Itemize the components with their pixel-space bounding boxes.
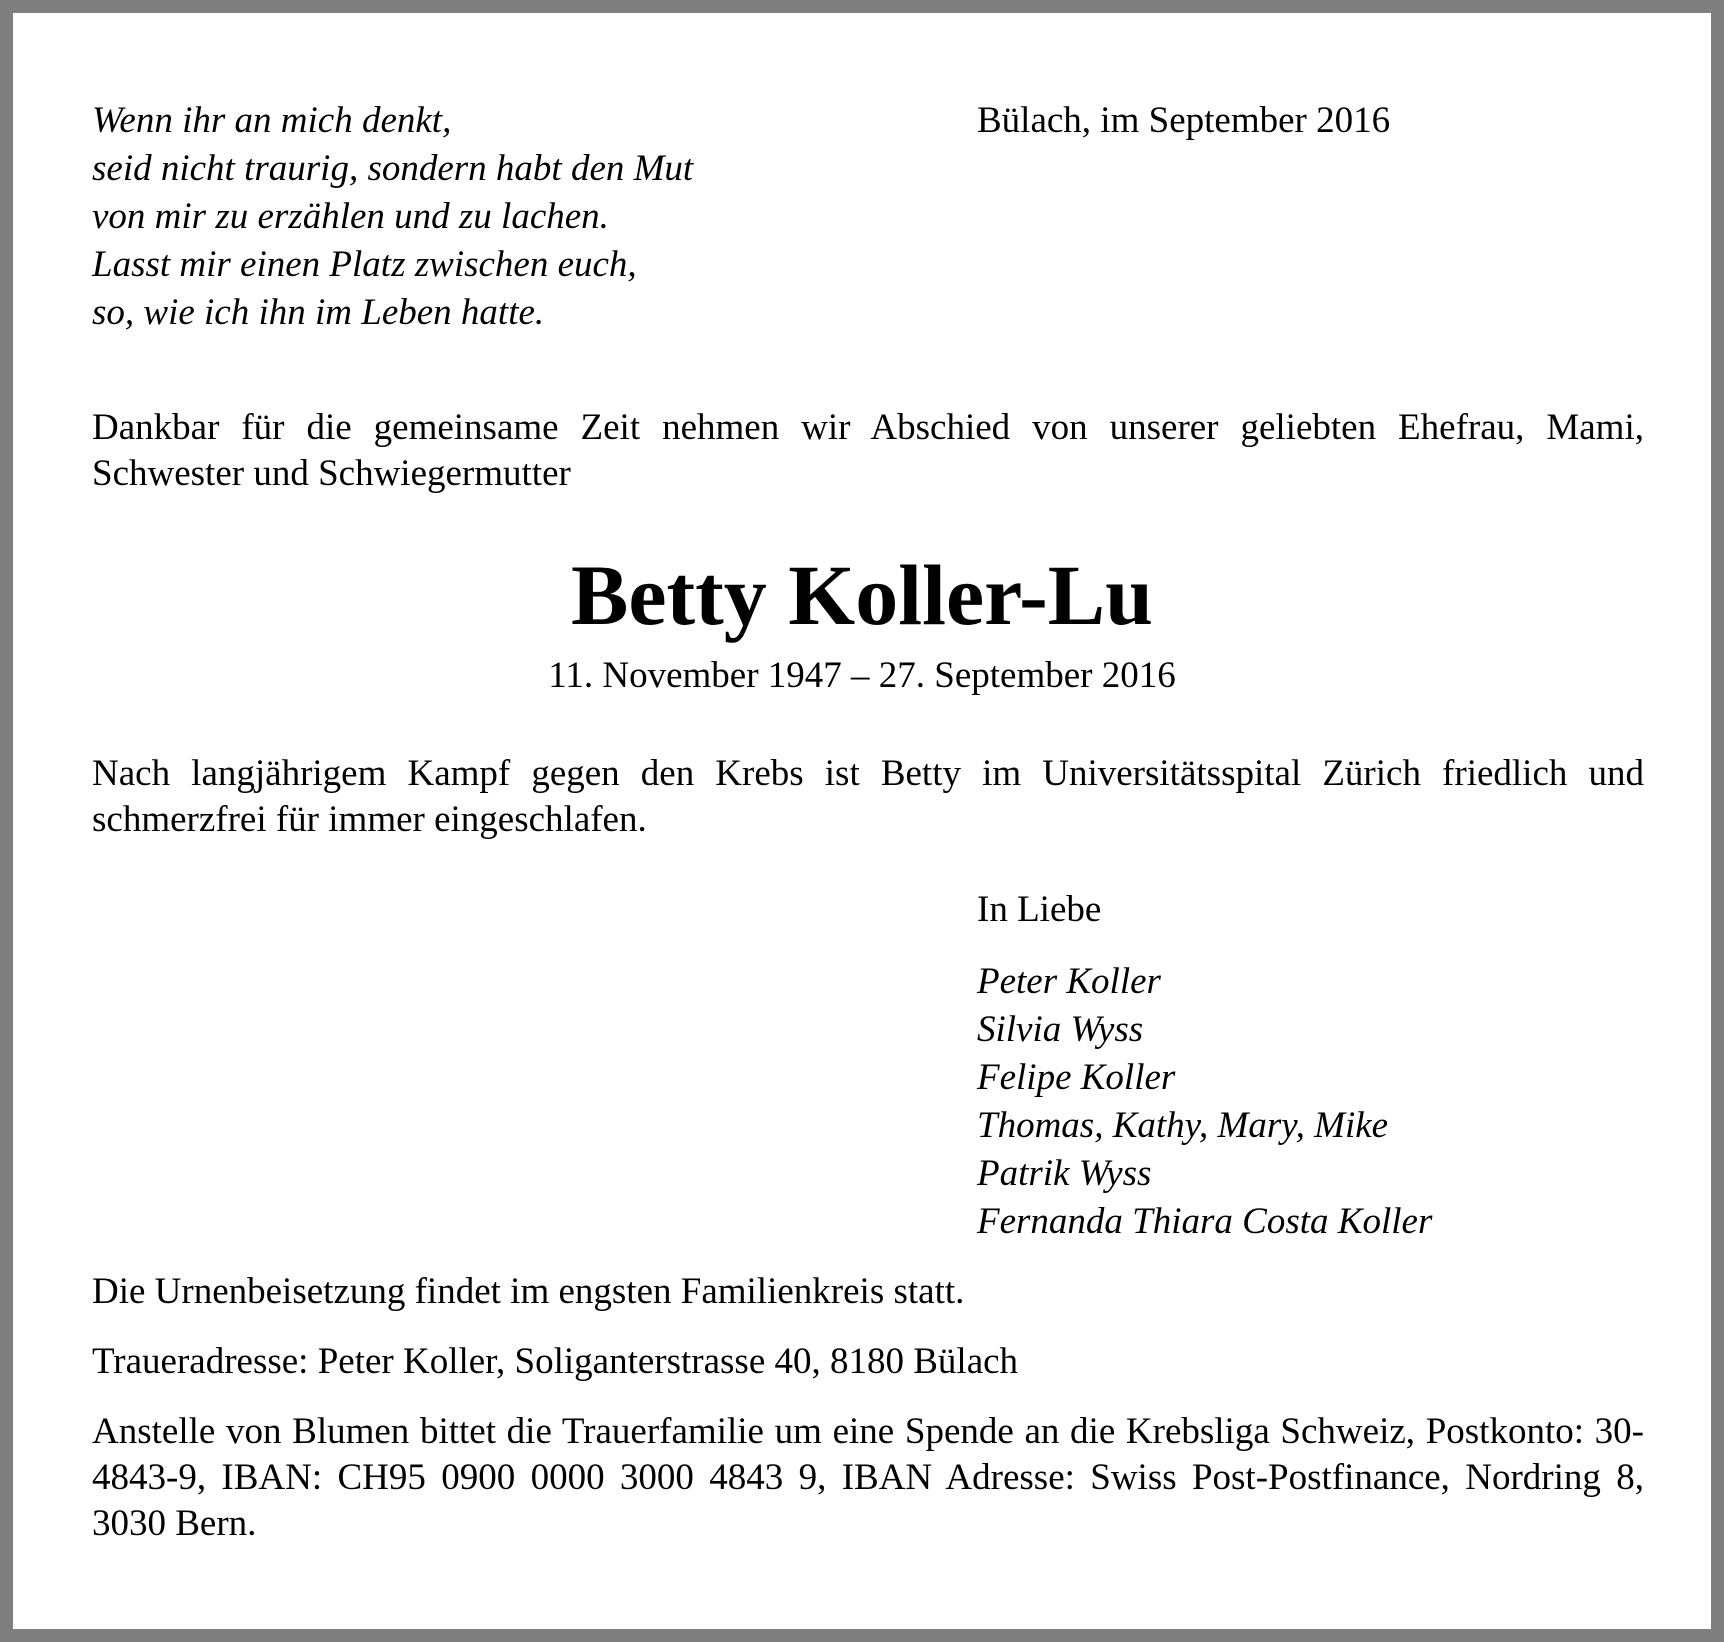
- burial-note: Die Urnenbeisetzung findet im engsten Familienkreis statt.: [92, 1271, 965, 1312]
- family-member: Peter Koller: [977, 961, 1161, 1002]
- poem-line: seid nicht traurig, sondern habt den Mut: [92, 148, 694, 189]
- deceased-name: Betty Koller-Lu: [571, 547, 1153, 643]
- place-date: Bülach, im September 2016: [977, 100, 1391, 141]
- obituary-page: [13, 13, 1711, 1629]
- in-love-label: In Liebe: [977, 889, 1102, 930]
- donation-note: Anstelle von Blumen bittet die Trauerfamilie um eine Spende an die Krebsliga Schweiz, Postkonto: 30-4843-9, IBAN: CH95 0900 0000 3000 4843 9, IBAN Adresse: Swiss Post-Postfinance, Nordring 8, 3030 Bern.: [92, 1411, 1644, 1544]
- family-list: [977, 958, 1432, 1246]
- family-member: Felipe Koller: [977, 1057, 1176, 1098]
- family-member: Patrik Wyss: [977, 1153, 1152, 1194]
- life-dates: 11. November 1947 – 27. September 2016: [548, 655, 1176, 696]
- family-member: Thomas, Kathy, Mary, Mike: [977, 1105, 1389, 1146]
- death-note: Nach langjährigem Kampf gegen den Krebs ist Betty im Universitätsspital Zürich friedlich und schmerzfrei für immer eingeschlafen.: [92, 753, 1644, 840]
- poem-line: Lasst mir einen Platz zwischen euch,: [92, 244, 637, 285]
- poem-line: so, wie ich ihn im Leben hatte.: [92, 292, 545, 333]
- poem-line: von mir zu erzählen und zu lachen.: [92, 196, 609, 237]
- mourning-address: Traueradresse: Peter Koller, Soliganterstrasse 40, 8180 Bülach: [92, 1341, 1019, 1382]
- poem: [92, 97, 693, 337]
- family-member: Fernanda Thiara Costa Koller: [977, 1201, 1433, 1242]
- poem-line: Wenn ihr an mich denkt,: [92, 100, 452, 141]
- intro-text: Dankbar für die gemeinsame Zeit nehmen wir Abschied von unserer geliebten Ehefrau, Mami, Schwester und Schwiegermutter: [92, 407, 1644, 494]
- family-member: Silvia Wyss: [977, 1009, 1144, 1050]
